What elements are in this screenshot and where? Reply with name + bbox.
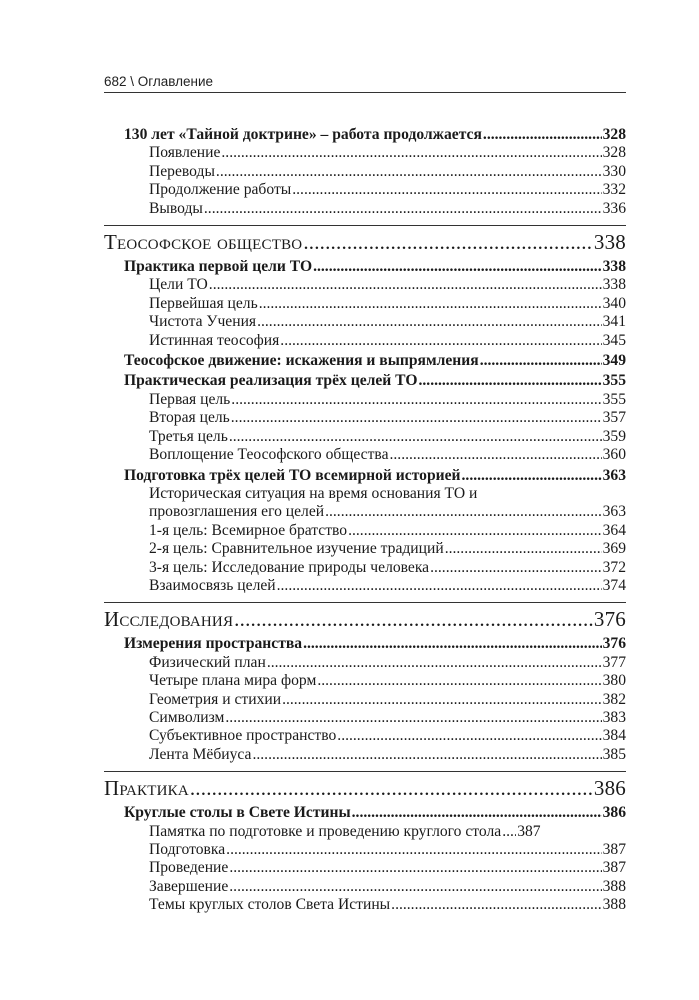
toc-entry-title: Первейшая цель xyxy=(149,294,258,312)
dot-leader xyxy=(229,859,601,877)
toc-entry-title: Истинная теософия xyxy=(149,331,280,349)
toc-page-number: 387 xyxy=(602,859,626,877)
dot-leader xyxy=(430,559,602,577)
toc-chapter-entry[interactable] xyxy=(104,258,626,276)
toc-page-number: 376 xyxy=(593,607,626,632)
toc-entry[interactable] xyxy=(104,691,626,709)
toc-entry[interactable] xyxy=(104,823,626,841)
toc-entry[interactable] xyxy=(104,428,626,446)
toc-entry-wrapped[interactable] xyxy=(104,485,626,522)
toc-entry-title: 1-я цель: Всемирное братство xyxy=(149,521,348,539)
toc-page-number: 376 xyxy=(602,635,626,653)
dot-leader xyxy=(226,841,601,859)
toc-page-number: 372 xyxy=(602,558,626,576)
toc-section xyxy=(104,229,626,595)
toc-entry-title-line1: Историческая ситуация на время основания ТО и xyxy=(149,484,478,502)
toc-entry-title: Темы круглых столов Света Истины xyxy=(149,896,391,914)
toc-section xyxy=(104,606,626,764)
toc-page-number: 328 xyxy=(602,144,626,162)
toc-entry-title: Символизм xyxy=(149,708,225,726)
dot-leader xyxy=(257,313,602,331)
toc-entry-title: Завершение xyxy=(149,877,229,895)
toc-page-number: 380 xyxy=(602,672,626,690)
toc-entry-title: 130 лет «Тайной доктрине» – работа продолжается xyxy=(124,126,482,143)
toc-entry[interactable] xyxy=(104,654,626,672)
toc-page-number: 336 xyxy=(602,199,626,217)
dot-leader xyxy=(231,409,602,427)
toc-entry-title: 2-я цель: Сравнительное изучение традиций xyxy=(149,540,444,558)
toc-entry-title: Чистота Учения xyxy=(149,313,257,331)
toc-chapter-entry[interactable] xyxy=(104,804,626,822)
toc-entry-title: Проведение xyxy=(149,859,229,877)
toc-entry[interactable] xyxy=(104,540,626,558)
dot-leader xyxy=(280,332,601,350)
dot-leader xyxy=(277,577,602,595)
dot-leader xyxy=(352,804,602,822)
toc-entry-title: Физический план xyxy=(149,653,266,671)
section-divider xyxy=(104,771,626,772)
toc-page-number: 338 xyxy=(593,230,626,255)
toc-entry-title: Подготовка xyxy=(149,841,226,858)
toc-entry-title: Появление xyxy=(149,144,221,162)
section-divider xyxy=(104,225,626,226)
dot-leader xyxy=(231,391,601,409)
dot-leader xyxy=(313,258,602,276)
toc-page-number: 374 xyxy=(602,576,626,594)
toc-entry[interactable] xyxy=(104,746,626,764)
toc-entry[interactable] xyxy=(104,144,626,162)
table-of-contents xyxy=(104,124,626,915)
toc-page-number: 382 xyxy=(602,690,626,708)
toc-chapter-entry[interactable] xyxy=(104,352,626,370)
toc-entry-title: Вторая цель xyxy=(149,409,230,427)
toc-entry-title: Взаимосвязь целей xyxy=(149,576,276,594)
toc-page-number: 385 xyxy=(602,745,626,763)
dot-leader xyxy=(216,163,602,181)
toc-page-number: 349 xyxy=(602,352,626,370)
toc-entry[interactable] xyxy=(104,878,626,896)
toc-entry[interactable] xyxy=(104,896,626,914)
toc-page-number: 363 xyxy=(602,466,626,484)
toc-entry-title: Цели ТО xyxy=(149,276,208,294)
dot-leader xyxy=(221,144,601,162)
toc-page-number: 340 xyxy=(602,294,626,312)
dot-leader xyxy=(282,691,602,709)
toc-entry xyxy=(149,503,626,521)
dot-leader xyxy=(462,467,602,485)
toc-section xyxy=(104,126,626,218)
dot-leader xyxy=(303,229,593,256)
toc-page-number: 386 xyxy=(593,776,626,801)
toc-page-number: 383 xyxy=(602,708,626,726)
toc-entry-title: Лента Мёбиуса xyxy=(149,745,252,763)
toc-entry-title: Теософское общество xyxy=(104,230,303,255)
dot-leader xyxy=(267,654,602,672)
dot-leader xyxy=(252,746,601,764)
toc-page-number: 355 xyxy=(602,372,626,390)
dot-leader xyxy=(234,606,593,633)
toc-page-number: 328 xyxy=(602,126,626,143)
toc-entry-title: Третья цель xyxy=(149,427,228,445)
dot-leader xyxy=(259,295,602,313)
toc-entry-title: Субъективное пространство xyxy=(149,727,337,745)
dot-leader xyxy=(225,709,601,727)
dot-leader xyxy=(325,503,602,521)
toc-entry[interactable] xyxy=(104,181,626,199)
toc-page-number: 387 xyxy=(602,841,626,858)
toc-section xyxy=(104,775,626,914)
toc-entry-title: Переводы xyxy=(149,162,215,180)
toc-entry-title: Измерения пространства xyxy=(124,635,303,653)
toc-entry[interactable] xyxy=(104,446,626,464)
toc-chapter-entry[interactable] xyxy=(104,126,626,144)
toc-entry[interactable] xyxy=(104,295,626,313)
toc-chapter-entry[interactable] xyxy=(104,635,626,653)
toc-entry[interactable] xyxy=(104,332,626,350)
toc-entry[interactable] xyxy=(104,313,626,331)
toc-entry-title: Продолжение работы xyxy=(149,181,292,199)
toc-entry-title: 3-я цель: Исследование природы человека xyxy=(149,558,430,576)
dot-leader xyxy=(337,727,601,745)
dot-leader xyxy=(348,522,602,540)
toc-page-number: 384 xyxy=(602,727,626,745)
dot-leader xyxy=(292,181,601,199)
toc-entry-title: Теософское движение: искажения и выпрямления xyxy=(124,352,479,370)
toc-page-number: 359 xyxy=(602,427,626,445)
dot-leader xyxy=(390,446,602,464)
toc-entry[interactable] xyxy=(104,559,626,577)
toc-entry[interactable] xyxy=(104,163,626,181)
toc-part-heading[interactable] xyxy=(104,229,626,256)
toc-page-number: 363 xyxy=(602,503,626,521)
dot-leader xyxy=(204,200,602,218)
dot-leader xyxy=(480,352,602,370)
toc-entry[interactable] xyxy=(104,276,626,294)
running-head-text: 682 \ Оглавление xyxy=(104,74,214,89)
toc-page-number: 386 xyxy=(602,804,626,822)
dot-leader xyxy=(190,775,593,802)
toc-entry-title: Подготовка трёх целей ТО всемирной историей xyxy=(124,466,461,484)
toc-entry[interactable] xyxy=(104,859,626,877)
toc-entry-title: Выводы xyxy=(149,199,203,217)
toc-entry-title: Практическая реализация трёх целей ТО xyxy=(124,372,418,390)
toc-entry-title: Геометрия и стихии xyxy=(149,690,282,708)
toc-page-number: 330 xyxy=(602,162,626,180)
dot-leader xyxy=(229,428,602,446)
dot-leader xyxy=(303,635,602,653)
dot-leader xyxy=(229,878,601,896)
toc-page-number: 364 xyxy=(602,521,626,539)
toc-entry[interactable] xyxy=(104,391,626,409)
toc-entry[interactable] xyxy=(104,841,626,859)
toc-entry-title: Исследования xyxy=(104,607,234,632)
toc-page-number: 387 xyxy=(517,822,541,840)
dot-leader xyxy=(209,276,602,294)
toc-entry-title: Памятка по подготовке и проведению круглого стола xyxy=(149,822,502,840)
toc-page-number: 369 xyxy=(602,540,626,558)
dot-leader xyxy=(502,823,516,841)
toc-entry-title: Воплощение Теософского общества xyxy=(149,446,389,464)
toc-page-number: 332 xyxy=(602,181,626,199)
toc-part-heading[interactable] xyxy=(104,775,626,802)
toc-entry[interactable] xyxy=(104,672,626,690)
toc-entry[interactable] xyxy=(104,409,626,427)
toc-page-number: 338 xyxy=(602,258,626,276)
dot-leader xyxy=(445,540,602,558)
dot-leader xyxy=(391,896,601,914)
toc-entry[interactable] xyxy=(104,727,626,745)
toc-page-number: 355 xyxy=(602,390,626,408)
dot-leader xyxy=(419,372,602,390)
toc-page-number: 388 xyxy=(602,896,626,914)
toc-part-heading[interactable] xyxy=(104,606,626,633)
toc-entry-title: Практика xyxy=(104,776,189,801)
toc-entry-title: Круглые столы в Свете Истины xyxy=(124,804,351,822)
toc-page-number: 360 xyxy=(602,446,626,464)
toc-entry-title: Четыре плана мира форм xyxy=(149,672,317,690)
toc-page-number: 341 xyxy=(602,313,626,331)
running-head xyxy=(104,74,626,93)
toc-entry[interactable] xyxy=(104,200,626,218)
toc-entry[interactable] xyxy=(104,577,626,595)
dot-leader xyxy=(317,672,601,690)
toc-page-number: 345 xyxy=(602,331,626,349)
toc-page-number: 388 xyxy=(602,877,626,895)
toc-entry[interactable] xyxy=(104,522,626,540)
toc-chapter-entry[interactable] xyxy=(104,467,626,485)
toc-entry[interactable] xyxy=(104,709,626,727)
toc-entry-title: Практика первой цели ТО xyxy=(124,258,313,276)
section-divider xyxy=(104,602,626,603)
toc-entry-title: Первая цель xyxy=(149,390,231,408)
toc-page-number: 377 xyxy=(602,653,626,671)
toc-page-number: 357 xyxy=(602,409,626,427)
toc-entry-title: провозглашения его целей xyxy=(149,503,325,521)
toc-page-number: 338 xyxy=(602,276,626,294)
toc-chapter-entry[interactable] xyxy=(104,372,626,390)
dot-leader xyxy=(483,126,602,144)
